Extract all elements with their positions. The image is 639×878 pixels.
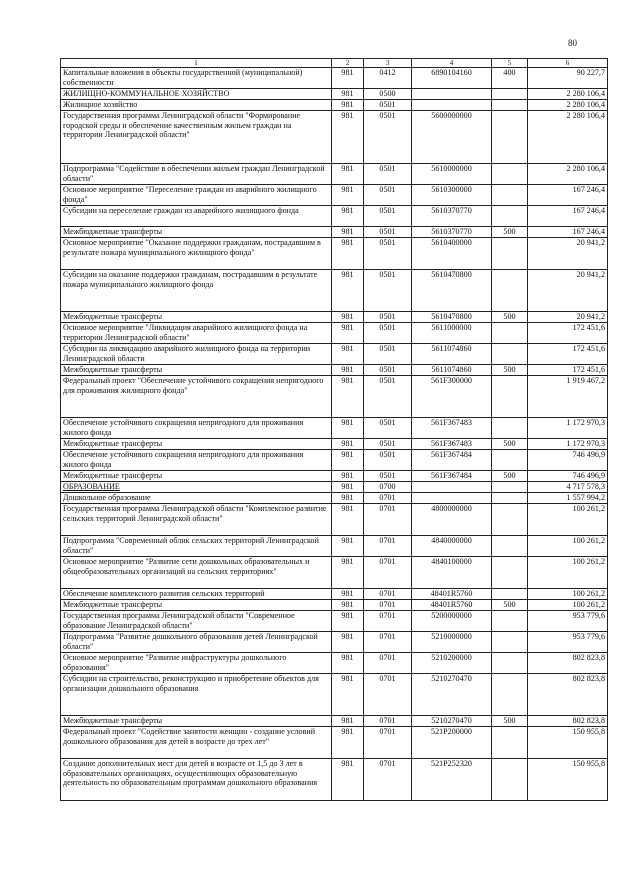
table-row [61,185,608,206]
row-admin-cell: 981 [332,100,364,111]
row-type-cell [492,376,528,418]
row-section-cell: 0701 [364,536,412,557]
row-target-cell [412,493,492,504]
row-name-cell: Основное мероприятие "Развитие инфраструктуры дошкольного образования" [61,653,332,674]
table-row [61,482,608,493]
table-row [61,727,608,759]
row-admin-cell: 981 [332,238,364,270]
row-type-cell [492,557,528,589]
row-admin-cell: 981 [332,611,364,632]
row-section-cell: 0501 [364,323,412,344]
row-type-cell [492,589,528,600]
row-amount-cell: 2 280 106,4 [528,89,608,100]
table-row [61,611,608,632]
table-row [61,716,608,727]
row-target-cell: 561F367484 [412,471,492,482]
row-amount-cell: 167 246,4 [528,185,608,206]
row-target-cell: 521P200000 [412,727,492,759]
row-name-cell: Субсидии на оказание поддержки гражданам, пострадавшим в результате пожара муниципального жилищного фонда [61,270,332,312]
row-target-cell: 5611074860 [412,344,492,365]
table-row [61,504,608,536]
row-type-cell: 500 [492,471,528,482]
row-name-cell: Подпрограмма "Развитие дошкольного образования детей Ленинградской области" [61,632,332,653]
row-admin-cell: 981 [332,206,364,227]
table-header-row [61,59,608,68]
row-admin-cell: 981 [332,727,364,759]
row-amount-cell: 100 261,2 [528,557,608,589]
row-type-cell [492,270,528,312]
row-section-cell: 0701 [364,653,412,674]
row-type-cell: 500 [492,365,528,376]
row-name-cell: Государственная программа Ленинградской области "Формирование городской среды и обеспечение качественным жильем граждан на территории Ленинградской области" [61,111,332,164]
table-row [61,759,608,801]
row-type-cell [492,100,528,111]
row-name-cell: Федеральный проект "Обеспечение устойчивого сокращения непригодного для проживания жилищного фонда" [61,376,332,418]
table-row [61,344,608,365]
row-name-cell: Субсидии на строительство, реконструкцию и приобретение объектов для организации дошкольного образования [61,674,332,716]
row-amount-cell: 1 172 970,3 [528,418,608,439]
row-section-cell: 0701 [364,716,412,727]
row-amount-cell: 802 823,8 [528,653,608,674]
row-name-cell: Обеспечение устойчивого сокращения непригодного для проживания жилого фонда [61,418,332,439]
row-admin-cell: 981 [332,418,364,439]
row-type-cell [492,238,528,270]
row-target-cell: 6890104160 [412,68,492,89]
row-type-cell: 500 [492,439,528,450]
row-name-cell: Субсидии на ликвидацию аварийного жилищного фонда на территории Ленинградской области [61,344,332,365]
row-name-cell: Основное мероприятие "Развитие сети дошкольных образовательных и общеобразовательных организаций на сельских территориях" [61,557,332,589]
row-target-cell: 5210200000 [412,653,492,674]
row-section-cell: 0501 [364,450,412,471]
row-amount-cell: 20 941,2 [528,238,608,270]
column-header-6: 6 [528,59,608,68]
row-section-cell: 0501 [364,418,412,439]
table-row [61,632,608,653]
row-admin-cell: 981 [332,493,364,504]
row-type-cell: 500 [492,312,528,323]
row-target-cell: 561F367483 [412,418,492,439]
row-name-cell: ОБРАЗОВАНИЕ [61,482,332,493]
row-target-cell: 5210270470 [412,674,492,716]
row-amount-cell: 167 246,4 [528,227,608,238]
column-header-1: 1 [61,59,332,68]
row-name-cell: Межбюджетные трансферты [61,600,332,611]
row-type-cell [492,206,528,227]
table-row [61,312,608,323]
row-target-cell: 5610470800 [412,312,492,323]
row-target-cell: 48401R5760 [412,589,492,600]
row-admin-cell: 981 [332,270,364,312]
row-name-cell: Государственная программа Ленинградской области "Современное образование Ленинградской области" [61,611,332,632]
row-admin-cell: 981 [332,312,364,323]
row-type-cell [492,344,528,365]
row-name-cell: Дошкольное образование [61,493,332,504]
row-name-cell: Создание дополнительных мест для детей в возрасте от 1,5 до 3 лет в образовательных организациях, осуществляющих образовательную деятельность по образовательным программам дошкольного образования [61,759,332,801]
row-amount-cell: 2 280 106,4 [528,164,608,185]
row-amount-cell: 953 779,6 [528,632,608,653]
row-name-cell: Капитальные вложения в объекты государственной (муниципальной) собственности [61,68,332,89]
row-admin-cell: 981 [332,111,364,164]
row-name-cell: Межбюджетные трансферты [61,312,332,323]
row-target-cell: 5611074860 [412,365,492,376]
row-amount-cell: 172 451,6 [528,344,608,365]
row-type-cell [492,185,528,206]
table-row [61,493,608,504]
table-row [61,418,608,439]
row-section-cell: 0501 [364,111,412,164]
row-section-cell: 0501 [364,376,412,418]
row-section-cell: 0412 [364,68,412,89]
row-target-cell: 5210000000 [412,632,492,653]
row-type-cell [492,164,528,185]
row-admin-cell: 981 [332,89,364,100]
row-amount-cell: 100 261,2 [528,536,608,557]
row-name-cell: Межбюджетные трансферты [61,471,332,482]
row-admin-cell: 981 [332,536,364,557]
row-target-cell: 48401R5760 [412,600,492,611]
row-target-cell: 5611000000 [412,323,492,344]
column-header-2: 2 [332,59,364,68]
budget-table [60,58,608,801]
table-row [61,471,608,482]
row-section-cell: 0701 [364,557,412,589]
row-section-cell: 0501 [364,365,412,376]
row-type-cell [492,632,528,653]
row-section-cell: 0501 [364,344,412,365]
row-name-cell: ЖИЛИЩНО-КОММУНАЛЬНОЕ ХОЗЯЙСТВО [61,89,332,100]
row-amount-cell: 2 280 106,4 [528,100,608,111]
row-target-cell: 5610000000 [412,164,492,185]
row-name-cell: Основное мероприятие "Переселение граждан из аварийного жилищного фонда" [61,185,332,206]
row-target-cell: 5610370770 [412,206,492,227]
table-body [61,68,608,801]
table-row [61,439,608,450]
table-row [61,227,608,238]
row-section-cell: 0701 [364,759,412,801]
row-amount-cell: 172 451,6 [528,365,608,376]
row-admin-cell: 981 [332,674,364,716]
row-amount-cell: 100 261,2 [528,504,608,536]
row-section-cell: 0501 [364,185,412,206]
row-amount-cell: 4 717 578,3 [528,482,608,493]
table-row [61,365,608,376]
table-row [61,376,608,418]
row-type-cell [492,89,528,100]
row-admin-cell: 981 [332,600,364,611]
row-target-cell: 4800000000 [412,504,492,536]
row-admin-cell: 981 [332,632,364,653]
row-name-cell: Федеральный проект "Содействие занятости женщин - создание условий дошкольного образования для детей в возрасте до трех лет" [61,727,332,759]
row-admin-cell: 981 [332,439,364,450]
row-section-cell: 0701 [364,504,412,536]
row-admin-cell: 981 [332,716,364,727]
table-row [61,653,608,674]
row-section-cell: 0501 [364,100,412,111]
row-type-cell [492,111,528,164]
row-amount-cell: 802 823,8 [528,674,608,716]
row-admin-cell: 981 [332,376,364,418]
table-row [61,557,608,589]
row-admin-cell: 981 [332,471,364,482]
row-type-cell [492,418,528,439]
row-name-cell: Межбюджетные трансферты [61,227,332,238]
row-type-cell [492,504,528,536]
row-admin-cell: 981 [332,653,364,674]
row-amount-cell: 802 823,8 [528,716,608,727]
table-row [61,450,608,471]
row-amount-cell: 172 451,6 [528,323,608,344]
row-amount-cell: 953 779,6 [528,611,608,632]
row-admin-cell: 981 [332,68,364,89]
row-name-cell: Основное мероприятие "Ликвидация аварийного жилищного фонда на территории Ленинградской области" [61,323,332,344]
row-admin-cell: 981 [332,323,364,344]
row-type-cell [492,493,528,504]
row-amount-cell: 746 496,9 [528,471,608,482]
row-name-cell: Государственная программа Ленинградской области "Комплексное развитие сельских территорий Ленинградской области" [61,504,332,536]
table-row [61,89,608,100]
row-target-cell: 561F300000 [412,376,492,418]
row-target-cell: 5210270470 [412,716,492,727]
row-name-cell: Основное мероприятие "Оказание поддержки гражданам, пострадавшим в результате пожара муниципального жилищного фонда" [61,238,332,270]
row-target-cell: 5610400000 [412,238,492,270]
row-amount-cell: 100 261,2 [528,600,608,611]
row-section-cell: 0701 [364,589,412,600]
row-admin-cell: 981 [332,344,364,365]
table-row [61,674,608,716]
table-row [61,536,608,557]
row-amount-cell: 20 941,2 [528,312,608,323]
row-type-cell: 500 [492,600,528,611]
row-admin-cell: 981 [332,227,364,238]
row-section-cell: 0500 [364,89,412,100]
row-amount-cell: 150 955,8 [528,759,608,801]
row-target-cell [412,482,492,493]
row-name-cell: Обеспечение устойчивого сокращения непригодного для проживания жилого фонда [61,450,332,471]
row-section-cell: 0701 [364,611,412,632]
row-type-cell: 500 [492,227,528,238]
table-row [61,206,608,227]
row-admin-cell: 981 [332,504,364,536]
table-row [61,323,608,344]
row-type-cell [492,611,528,632]
row-target-cell: 561F367484 [412,450,492,471]
row-type-cell [492,323,528,344]
row-name-cell: Межбюджетные трансферты [61,365,332,376]
row-type-cell: 400 [492,68,528,89]
column-header-5: 5 [492,59,528,68]
row-target-cell: 5600000000 [412,111,492,164]
row-amount-cell: 167 246,4 [528,206,608,227]
row-admin-cell: 981 [332,185,364,206]
row-name-cell: Подпрограмма "Содействие в обеспечении жильем граждан Ленинградской области" [61,164,332,185]
row-type-cell [492,759,528,801]
row-section-cell: 0501 [364,238,412,270]
table-row [61,100,608,111]
row-type-cell [492,727,528,759]
table-row [61,600,608,611]
row-admin-cell: 981 [332,557,364,589]
row-name-cell: Обеспечение комплексного развития сельских территорий [61,589,332,600]
row-type-cell [492,536,528,557]
table-row [61,270,608,312]
row-admin-cell: 981 [332,589,364,600]
row-target-cell: 5610470800 [412,270,492,312]
row-name-cell: Подпрограмма "Современный облик сельских территорий Ленинградской области" [61,536,332,557]
row-amount-cell: 1 172 970,3 [528,439,608,450]
row-amount-cell: 20 941,2 [528,270,608,312]
table-row [61,589,608,600]
row-target-cell: 4840100000 [412,557,492,589]
row-section-cell: 0501 [364,206,412,227]
row-admin-cell: 981 [332,164,364,185]
row-amount-cell: 746 496,9 [528,450,608,471]
row-section-cell: 0701 [364,600,412,611]
table-row [61,238,608,270]
row-admin-cell: 981 [332,365,364,376]
table-row [61,68,608,89]
row-admin-cell: 981 [332,450,364,471]
row-section-cell: 0501 [364,439,412,450]
row-section-cell: 0701 [364,632,412,653]
row-section-cell: 0701 [364,493,412,504]
row-amount-cell: 150 955,8 [528,727,608,759]
row-type-cell [492,482,528,493]
row-target-cell: 561F367483 [412,439,492,450]
row-admin-cell: 981 [332,482,364,493]
row-amount-cell: 2 280 106,4 [528,111,608,164]
row-section-cell: 0701 [364,674,412,716]
row-type-cell [492,653,528,674]
row-section-cell: 0700 [364,482,412,493]
row-section-cell: 0701 [364,727,412,759]
row-section-cell: 0501 [364,270,412,312]
row-section-cell: 0501 [364,312,412,323]
row-type-cell: 500 [492,716,528,727]
row-target-cell: 4840000000 [412,536,492,557]
row-admin-cell: 981 [332,759,364,801]
page-number: 80 [568,38,577,48]
row-target-cell [412,89,492,100]
row-type-cell [492,450,528,471]
column-header-3: 3 [364,59,412,68]
row-name-cell: Жилищное хозяйство [61,100,332,111]
row-target-cell: 521P252320 [412,759,492,801]
row-amount-cell: 100 261,2 [528,589,608,600]
row-name-cell: Субсидии на переселение граждан из аварийного жилищного фонда [61,206,332,227]
table-row [61,164,608,185]
row-target-cell: 5200000000 [412,611,492,632]
row-amount-cell: 1 557 994,2 [528,493,608,504]
row-name-cell: Межбюджетные трансферты [61,439,332,450]
row-name-cell: Межбюджетные трансферты [61,716,332,727]
column-header-4: 4 [412,59,492,68]
table-row [61,111,608,164]
row-type-cell [492,674,528,716]
row-target-cell: 5610300000 [412,185,492,206]
row-amount-cell: 1 919 467,2 [528,376,608,418]
row-section-cell: 0501 [364,164,412,185]
row-target-cell [412,100,492,111]
row-section-cell: 0501 [364,471,412,482]
row-target-cell: 5610370770 [412,227,492,238]
row-section-cell: 0501 [364,227,412,238]
row-amount-cell: 90 227,7 [528,68,608,89]
